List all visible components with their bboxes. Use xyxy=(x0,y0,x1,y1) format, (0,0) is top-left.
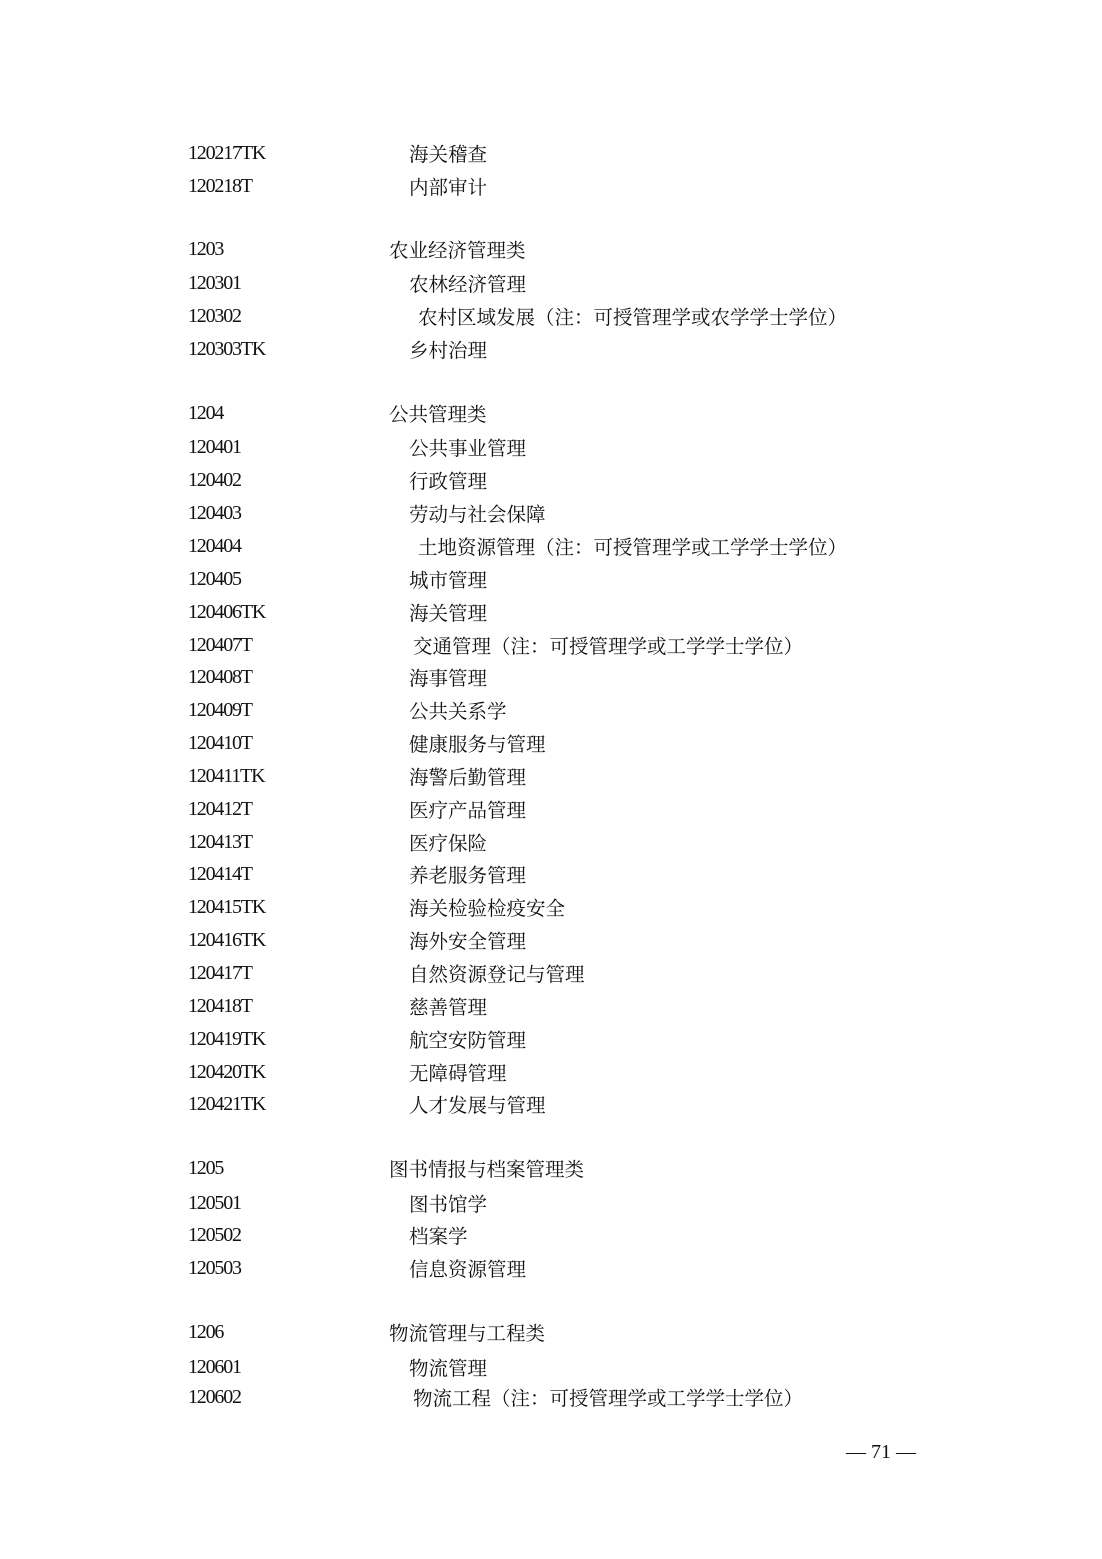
category-row xyxy=(0,237,1102,267)
major-row xyxy=(0,830,1102,860)
major-code: 120417T xyxy=(188,962,252,984)
major-code: 120410T xyxy=(188,732,252,754)
major-name: 档案学 xyxy=(409,1225,468,1248)
category-name: 图书情报与档案管理类 xyxy=(389,1158,585,1181)
major-code: 120402 xyxy=(188,469,241,491)
category-code: 1206 xyxy=(188,1321,224,1343)
major-code: 120602 xyxy=(188,1386,241,1408)
major-name: 物流工程（注：可授管理学或工学学士学位） xyxy=(413,1387,804,1410)
major-name: 内部审计 xyxy=(409,176,488,199)
major-code: 120218T xyxy=(188,175,252,197)
major-row xyxy=(0,633,1102,663)
major-code: 120419TK xyxy=(188,1028,266,1050)
major-name: 乡村治理 xyxy=(409,339,488,362)
major-name: 航空安防管理 xyxy=(409,1029,527,1052)
major-row xyxy=(0,928,1102,958)
major-code: 120408T xyxy=(188,666,252,688)
major-code: 120301 xyxy=(188,272,241,294)
major-name: 城市管理 xyxy=(409,569,488,592)
major-row xyxy=(0,1256,1102,1286)
category-name: 公共管理类 xyxy=(389,403,487,426)
major-row xyxy=(0,304,1102,334)
major-row xyxy=(0,665,1102,695)
category-row xyxy=(0,401,1102,431)
major-code: 120217TK xyxy=(188,142,266,164)
major-row xyxy=(0,1191,1102,1221)
major-row xyxy=(0,501,1102,531)
major-name: 海关检验检疫安全 xyxy=(409,897,566,920)
major-row xyxy=(0,1060,1102,1090)
major-code: 120420TK xyxy=(188,1061,266,1083)
major-row xyxy=(0,534,1102,564)
category-row xyxy=(0,1156,1102,1186)
major-code: 120404 xyxy=(188,535,241,557)
major-row xyxy=(0,600,1102,630)
major-name: 无障碍管理 xyxy=(409,1062,507,1085)
major-code: 120413T xyxy=(188,831,252,853)
major-row xyxy=(0,468,1102,498)
major-code: 120401 xyxy=(188,436,241,458)
major-row xyxy=(0,174,1102,204)
category-code: 1203 xyxy=(188,238,224,260)
major-name: 图书馆学 xyxy=(409,1193,488,1216)
major-row xyxy=(0,961,1102,991)
major-name: 公共关系学 xyxy=(409,700,507,723)
major-name: 农村区域发展（注：可授管理学或农学学士学位） xyxy=(418,306,848,329)
major-row xyxy=(0,1092,1102,1122)
major-code: 120418T xyxy=(188,995,252,1017)
major-code: 120414T xyxy=(188,863,252,885)
major-name: 健康服务与管理 xyxy=(409,733,546,756)
major-code: 120415TK xyxy=(188,896,266,918)
major-row xyxy=(0,337,1102,367)
major-name: 行政管理 xyxy=(409,470,488,493)
major-code: 120405 xyxy=(188,568,241,590)
major-row xyxy=(0,271,1102,301)
major-name: 公共事业管理 xyxy=(409,437,527,460)
major-row xyxy=(0,1223,1102,1253)
major-name: 农林经济管理 xyxy=(409,273,527,296)
major-name: 土地资源管理（注：可授管理学或工学学士学位） xyxy=(418,536,848,559)
major-row xyxy=(0,698,1102,728)
major-code: 120406TK xyxy=(188,601,266,623)
major-name: 劳动与社会保障 xyxy=(409,503,546,526)
category-name: 农业经济管理类 xyxy=(389,239,526,262)
major-name: 海关管理 xyxy=(409,602,488,625)
major-code: 120501 xyxy=(188,1192,241,1214)
major-code: 120421TK xyxy=(188,1093,266,1115)
major-row xyxy=(0,567,1102,597)
category-name: 物流管理与工程类 xyxy=(389,1322,546,1345)
major-code: 120403 xyxy=(188,502,241,524)
major-code: 120302 xyxy=(188,305,241,327)
major-code: 120409T xyxy=(188,699,252,721)
major-row xyxy=(0,731,1102,761)
major-name: 海关稽查 xyxy=(409,143,488,166)
major-code: 120303TK xyxy=(188,338,266,360)
major-name: 海警后勤管理 xyxy=(409,766,527,789)
major-row xyxy=(0,1355,1102,1385)
major-name: 海外安全管理 xyxy=(409,930,527,953)
major-name: 信息资源管理 xyxy=(409,1258,527,1281)
major-code: 120411TK xyxy=(188,765,265,787)
major-row xyxy=(0,862,1102,892)
major-row xyxy=(0,141,1102,171)
major-name: 医疗产品管理 xyxy=(409,799,527,822)
major-row xyxy=(0,1385,1102,1415)
major-row xyxy=(0,994,1102,1024)
major-code: 120407T xyxy=(188,634,252,656)
major-code: 120503 xyxy=(188,1257,241,1279)
major-name: 养老服务管理 xyxy=(409,864,527,887)
major-name: 交通管理（注：可授管理学或工学学士学位） xyxy=(413,635,804,658)
major-row xyxy=(0,797,1102,827)
major-row xyxy=(0,435,1102,465)
major-name: 医疗保险 xyxy=(409,832,488,855)
major-name: 人才发展与管理 xyxy=(409,1094,546,1117)
major-code: 120416TK xyxy=(188,929,266,951)
category-code: 1204 xyxy=(188,402,224,424)
major-code: 120601 xyxy=(188,1356,241,1378)
major-code: 120502 xyxy=(188,1224,241,1246)
major-name: 自然资源登记与管理 xyxy=(409,963,585,986)
major-name: 海事管理 xyxy=(409,667,488,690)
category-row xyxy=(0,1320,1102,1350)
major-row xyxy=(0,764,1102,794)
major-name: 慈善管理 xyxy=(409,996,488,1019)
major-row xyxy=(0,895,1102,925)
major-name: 物流管理 xyxy=(409,1357,488,1380)
page-number: — 71 — xyxy=(846,1441,916,1463)
major-code: 120412T xyxy=(188,798,252,820)
major-row xyxy=(0,1027,1102,1057)
category-code: 1205 xyxy=(188,1157,224,1179)
